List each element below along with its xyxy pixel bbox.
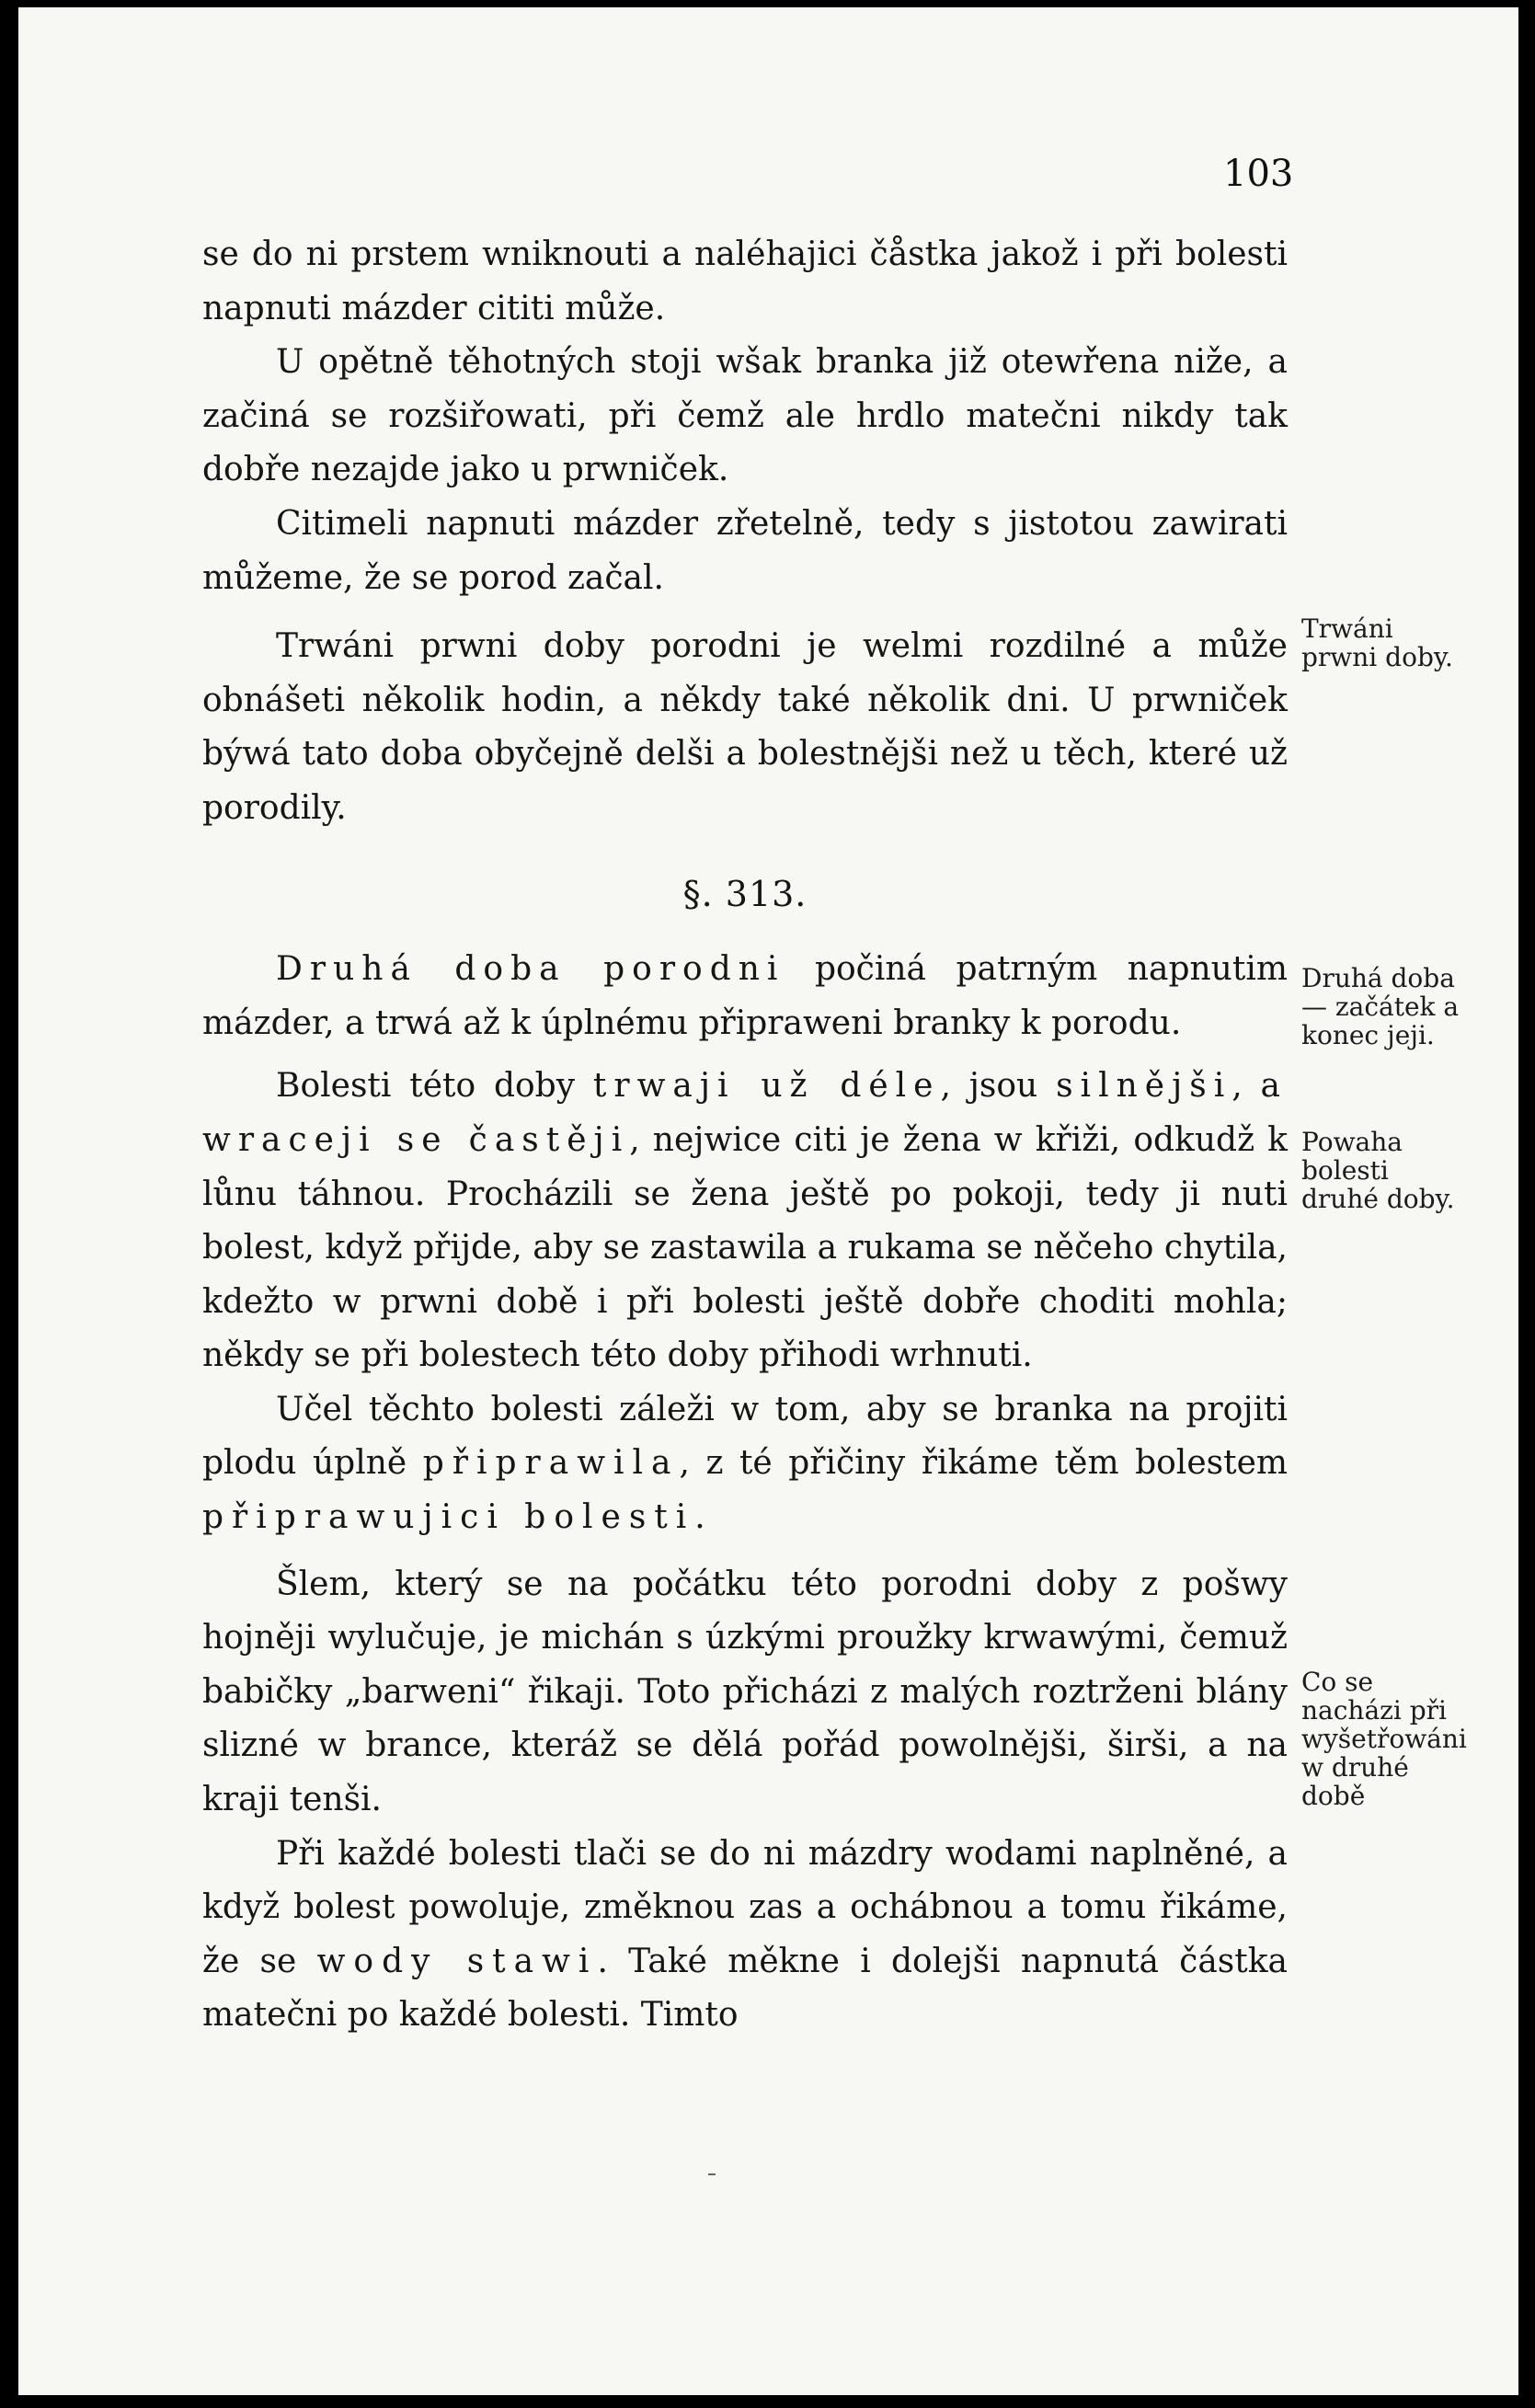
paragraph-7 xyxy=(202,1383,1288,1545)
paragraph-9-text-a: Při každé bolesti tlači se do ni mázdry wodami naplněné, a když bolest powoluje, změknou zas a ochábnou a tomu řikáme, že se xyxy=(202,1834,1288,1980)
section-heading: §. 313. xyxy=(682,873,808,914)
paragraph-6-text-a: Bolesti této doby xyxy=(276,1067,576,1106)
paragraph-2: U opětně těhotných stoji wšak branka již otewřena niže, a začiná se rozšiřowati, při čemž ale hrdlo matečni nikdy tak dobře nezajde jako u prwniček. xyxy=(202,343,1288,489)
paragraph-7-text-b: , z té přičiny řikáme těm bolestem xyxy=(679,1444,1289,1483)
paragraph-7-text-c: . xyxy=(694,1498,705,1537)
book-page xyxy=(18,7,1518,2395)
paragraph-5 xyxy=(202,943,1288,1050)
paragraph-5-text: počiná patrným napnutim mázder, a trwá až k úplnému připraweni branky k porodu. xyxy=(202,950,1288,1042)
main-text xyxy=(202,228,1288,2043)
paragraph-9-text-b: . Také měkne i dolejši napnutá částka matečni po každé bolesti. Timto xyxy=(202,1942,1288,2035)
paragraph-6-emphasis-2: silnějši xyxy=(1056,1067,1232,1106)
margin-note-2: Druhá doba — začátek a konec jeji. xyxy=(1301,963,1460,1050)
paragraph-6 xyxy=(202,1060,1288,1383)
paragraph-8: Šlem, který se na počátku této porodni doby z pošwy hojněji wylučuje, je michán s úzkými proužky krwawými, čemuž babičky „barweni“ řikaji. Toto přicházi z malých roztrženi blány slizné w brance, kteráž se dělá pořád powolnějši, širši, a na kraji tenši. xyxy=(202,1565,1288,1819)
page-number: 103 xyxy=(1223,153,1294,195)
paragraph-5-lead: Druhá doba porodni xyxy=(276,950,785,989)
paragraph-4: Trwáni prwni doby porodni je welmi rozdilné a může obnášeti několik hodin, a někdy také několik dni. U prwniček býwá tato doba obyčejně delši a bolestnějši než u těch, které už porodily. xyxy=(202,627,1288,827)
paragraph-6-emphasis-3: a wraceji se častěji xyxy=(202,1067,1288,1159)
paragraph-6-text-b: , jsou xyxy=(940,1067,1038,1106)
paragraph-3: Citimeli napnuti mázder zřetelně, tedy s jistotou zawirati můžeme, že se porod začal. xyxy=(202,504,1288,597)
paragraph-7-text-a: Učel těchto bolesti záleži w tom, aby se branka na projiti plodu úplně xyxy=(202,1390,1288,1483)
margin-note-3: Powaha bolesti druhé doby. xyxy=(1301,1127,1455,1214)
bottom-mark xyxy=(708,2173,716,2175)
paragraph-7-emphasis-2: připrawujici bolesti xyxy=(202,1498,695,1537)
paragraph-6-text-c: , xyxy=(1231,1067,1243,1106)
paragraph-9-emphasis-1: wody stawi xyxy=(316,1942,598,1980)
margin-note-1: Trwáni prwni doby. xyxy=(1301,613,1453,672)
paragraph-1: se do ni prstem wniknouti a naléhajici čåstka jakož i při bolesti napnuti mázder cititi může. xyxy=(202,235,1288,327)
paragraph-9 xyxy=(202,1828,1288,2043)
paragraph-7-emphasis-1: připrawila xyxy=(422,1444,680,1483)
paragraph-6-emphasis-1: trwaji už déle xyxy=(592,1067,941,1106)
paragraph-6-text-d: , nejwice citi je žena w křiži, odkudž k lůnu táhnou. Procházili se žena ještě po pokoji, tedy ji nuti bolest, když přijde, aby se zastawila a rukama se něčeho chytila, kdežto w prwni době i při bolesti ještě dobře choditi mohla; někdy se při bolestech této doby přihodi wrhnuti. xyxy=(202,1120,1288,1375)
margin-note-4: Co se nacházi při wyšetřowáni w druhé době xyxy=(1301,1667,1467,1811)
